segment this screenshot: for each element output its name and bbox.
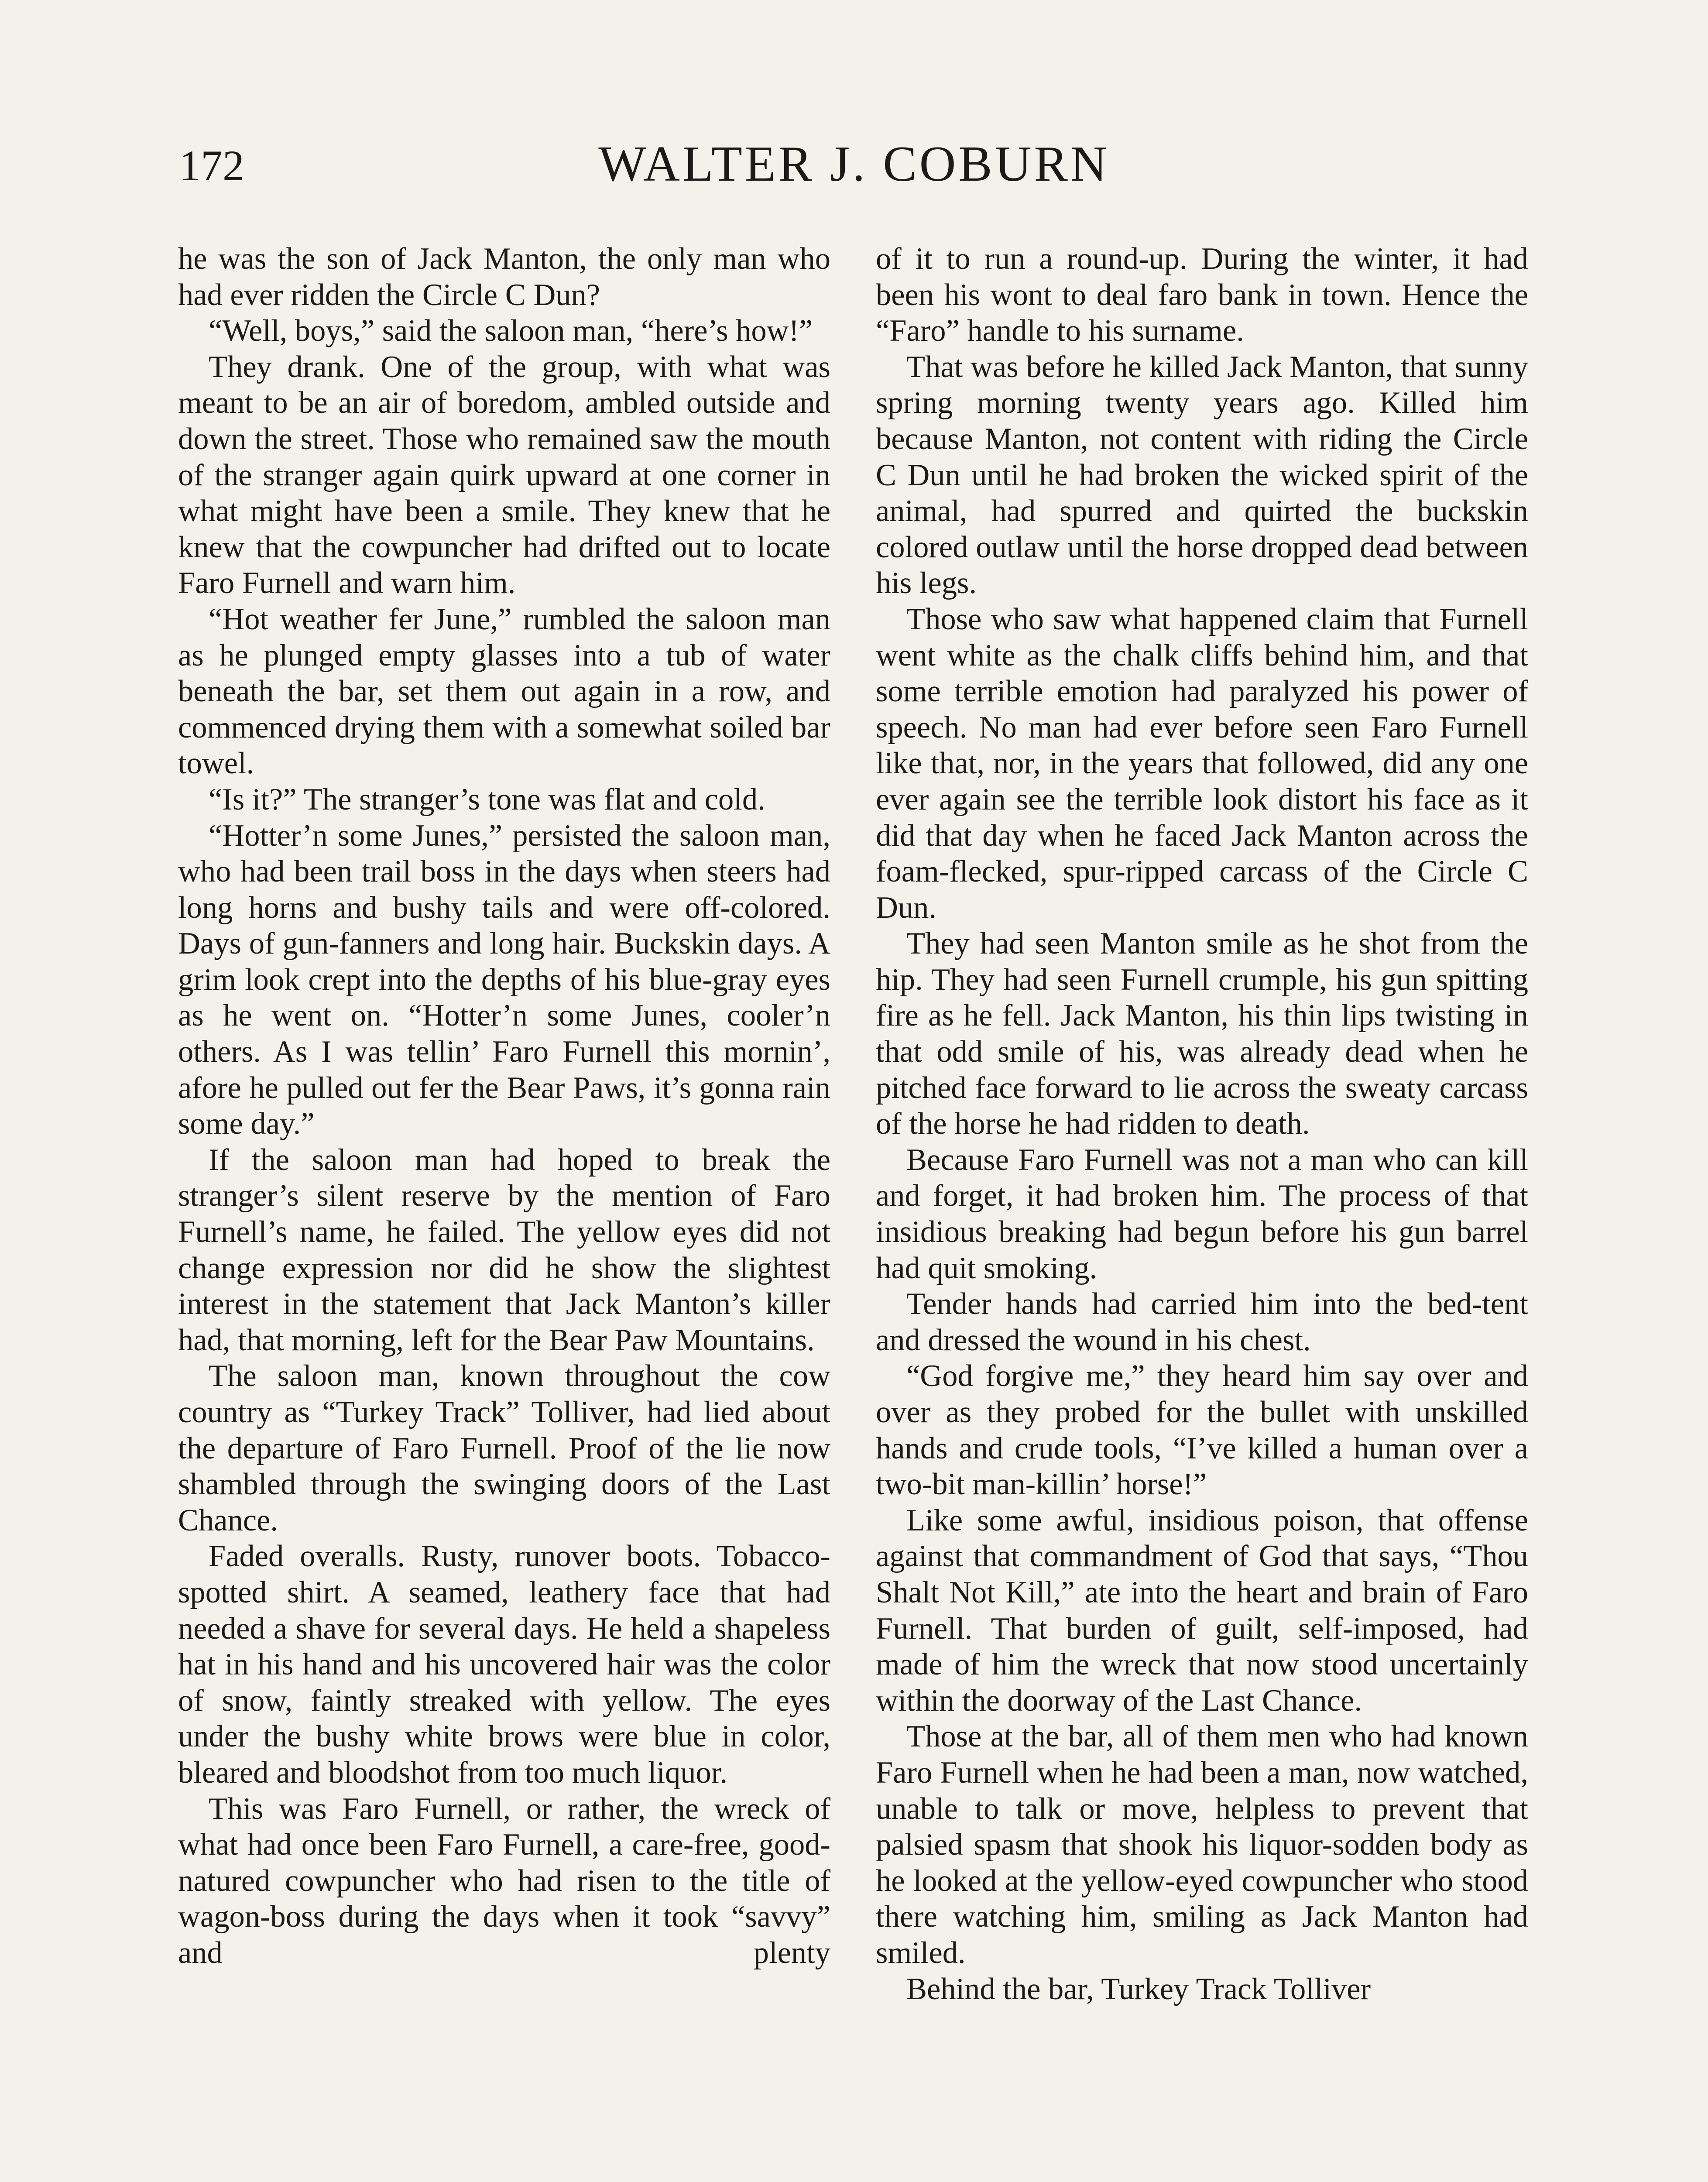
paragraph: If the saloon man had hoped to break the stranger’s silent reserve by the mention of Faro Furnell’s name, he failed. The yellow eyes did not change expression nor did he show the slightest interest in the statement that Jack Manton’s killer had, that morning, left for the Bear Paw Mountains. bbox=[178, 1142, 830, 1357]
paragraph: of it to run a round-up. During the winter, it had been his wont to deal faro bank in town. Hence the “Faro” handle to his surname. bbox=[876, 242, 1528, 348]
paragraph: he was the son of Jack Manton, the only man who had ever ridden the Circle C Dun? bbox=[178, 242, 830, 312]
running-head: WALTER J. COBURN bbox=[598, 136, 1110, 192]
paragraph: That was before he killed Jack Manton, that sunny spring morning twenty years ago. Killed him because Manton, not content with riding the Circle C Dun until he had broken the wicked spirit of the animal, had spurred and quirted the buckskin colored outlaw until the horse dropped dead between his legs. bbox=[876, 350, 1528, 600]
paragraph: “Is it?” The stranger’s tone was flat and cold. bbox=[209, 782, 765, 817]
page-number: 172 bbox=[179, 141, 244, 190]
paragraph: Tender hands had carried him into the bed-tent and dressed the wound in his chest. bbox=[876, 1287, 1528, 1357]
paragraph: Those at the bar, all of them men who had known Faro Furnell when he had been a man, now watched, unable to talk or move, helpless to prevent that palsied spasm that shook his liquor-sodden body as he looked at the yellow-eyed cowpuncher who stood there watching him, smiling as Jack Manton had smiled. bbox=[876, 1719, 1528, 1970]
paragraph: They had seen Manton smile as he shot from the hip. They had seen Furnell crumple, his gun spitting fire as he fell. Jack Manton, his thin lips twisting in that odd smile of his, was already dead when he pitched face forward to lie across the sweaty carcass of the horse he had ridden to death. bbox=[876, 926, 1528, 1141]
paragraph: The saloon man, known throughout the cow country as “Turkey Track” Tolliver, had lied about the departure of Faro Furnell. Proof of the lie now shambled through the swinging doors of the Last Chance. bbox=[178, 1359, 830, 1537]
paragraph: “Hot weather fer June,” rumbled the saloon man as he plunged empty glasses into a tub of water beneath the bar, set them out again in a row, and commenced drying them with a somewhat soiled bar towel. bbox=[178, 602, 830, 781]
paragraph: “Hotter’n some Junes,” persisted the saloon man, who had been trail boss in the days when steers had long horns and bushy tails and were off-colored. Days of gun-fanners and long hair. Buckskin days. A grim look crept into the depths of his blue-gray eyes as he went on. “Hotter’n some Junes, cooler’n others. As I was tellin’ Faro Furnell this mornin’, afore he pulled out fer the Bear Paws, it’s gonna rain some day.” bbox=[178, 818, 830, 1141]
paragraph: Like some awful, insidious poison, that offense against that commandment of God that says, “Thou Shalt Not Kill,” ate into the heart and brain of Faro Furnell. That burden of guilt, self-imposed, had made of him the wreck that now stood uncertainly within the doorway of the Last Chance. bbox=[876, 1503, 1528, 1718]
paragraph: Those who saw what happened claim that Furnell went white as the chalk cliffs behind him, and that some terrible emotion had paralyzed his power of speech. No man had ever before seen Faro Furnell like that, nor, in the years that followed, did any one ever again see the terrible look distort his face as it did that day when he faced Jack Manton across the foam-flecked, spur-ripped carcass of the Circle C Dun. bbox=[876, 602, 1528, 925]
paragraph: Behind the bar, Turkey Track Tolliver bbox=[906, 1972, 1371, 2006]
paragraph: They drank. One of the group, with what was meant to be an air of boredom, ambled outside and down the street. Those who remained saw the mouth of the stranger again quirk upward at one corner in what might have been a smile. They knew that he knew that the cowpuncher had drifted out to locate Faro Furnell and warn him. bbox=[178, 350, 830, 600]
paragraph: Because Faro Furnell was not a man who can kill and forget, it had broken him. The process of that insidious breaking had begun before his gun barrel had quit smoking. bbox=[876, 1142, 1528, 1285]
paragraph: This was Faro Furnell, or rather, the wreck of what had once been Faro Furnell, a care-free, good-natured cowpuncher who had risen to the title of wagon-boss during the days when it took “savvy” and plenty bbox=[178, 1791, 830, 1970]
paragraph: “God forgive me,” they heard him say over and over as they probed for the bullet with unskilled hands and crude tools, “I’ve killed a human over a two-bit man-killin’ horse!” bbox=[876, 1359, 1528, 1502]
paragraph: Faded overalls. Rusty, runover boots. Tobacco-spotted shirt. A seamed, leathery face that had needed a shave for several days. He held a shapeless hat in his hand and his uncovered hair was the color of snow, faintly streaked with yellow. The eyes under the bushy white brows were blue in color, bleared and bloodshot from too much liquor. bbox=[178, 1539, 830, 1790]
text-column-left bbox=[178, 241, 830, 1971]
paragraph: “Well, boys,” said the saloon man, “here’s how!” bbox=[209, 314, 813, 348]
text-column-right bbox=[876, 241, 1528, 2007]
